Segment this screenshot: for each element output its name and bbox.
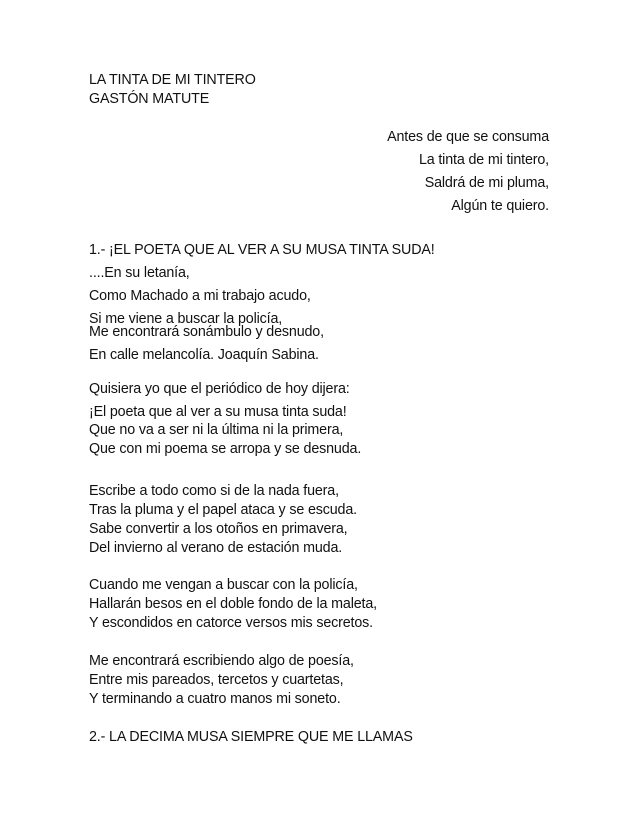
stanza-2-line: Del invierno al verano de estación muda. xyxy=(89,540,343,556)
intro-line: Me encontrará sonámbulo y desnudo, xyxy=(89,324,324,340)
stanza-2-line: Escribe a todo como si de la nada fuera, xyxy=(89,483,339,499)
intro-line: En calle melancolía. Joaquín Sabina. xyxy=(89,347,319,363)
stanza-3-line: Y escondidos en catorce versos mis secretos. xyxy=(89,615,373,631)
epigraph-line: Saldrá de mi pluma, xyxy=(424,175,549,191)
poem-author: GASTÓN MATUTE xyxy=(89,91,210,107)
epigraph-line: La tinta de mi tintero, xyxy=(418,152,549,168)
stanza-2-line: Tras la pluma y el papel ataca y se escuda. xyxy=(89,502,357,518)
stanza-3-line: Cuando me vengan a buscar con la policía, xyxy=(89,577,358,593)
poem-title: LA TINTA DE MI TINTERO xyxy=(89,72,256,88)
section-1-heading: 1.- ¡EL POETA QUE AL VER A SU MUSA TINTA SUDA! xyxy=(89,242,435,258)
intro-line: ....En su letanía, xyxy=(89,265,190,281)
stanza-4-line: Y terminando a cuatro manos mi soneto. xyxy=(89,691,341,707)
stanza-1-line: Que con mi poema se arropa y se desnuda. xyxy=(89,441,362,457)
stanza-1-line: Que no va a ser ni la última ni la primera, xyxy=(89,422,344,438)
intro-line: Si me viene a buscar la policía, xyxy=(89,311,283,327)
section-2-heading: 2.- LA DECIMA MUSA SIEMPRE QUE ME LLAMAS xyxy=(89,729,413,745)
stanza-4-line: Entre mis pareados, tercetos y cuartetas, xyxy=(89,672,344,688)
stanza-1-line: Quisiera yo que el periódico de hoy dijera: xyxy=(89,381,350,397)
epigraph-line: Antes de que se consuma xyxy=(387,129,549,145)
stanza-4-line: Me encontrará escribiendo algo de poesía, xyxy=(89,653,354,669)
intro-line: Como Machado a mi trabajo acudo, xyxy=(89,288,311,304)
stanza-3-line: Hallarán besos en el doble fondo de la maleta, xyxy=(89,596,377,612)
epigraph-line: Algún te quiero. xyxy=(451,198,549,214)
stanza-2-line: Sabe convertir a los otoños en primavera, xyxy=(89,521,348,537)
stanza-1-line: ¡El poeta que al ver a su musa tinta suda! xyxy=(89,404,347,420)
